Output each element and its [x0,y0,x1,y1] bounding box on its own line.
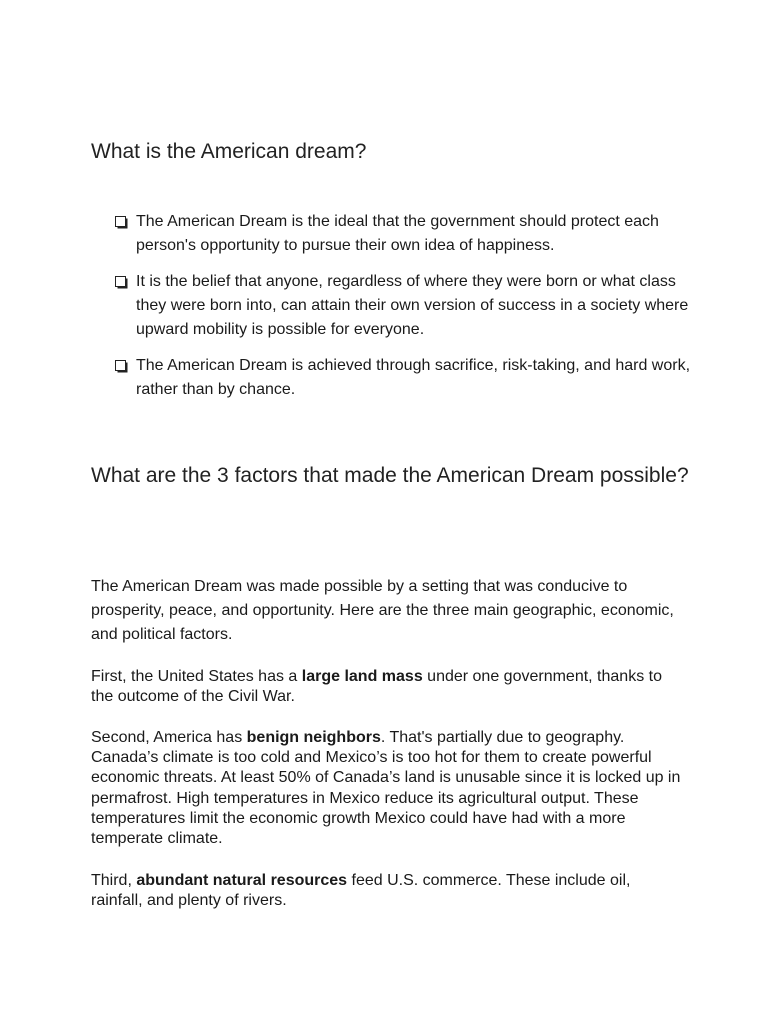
checkbox-bullet-icon [115,216,126,227]
bullet-list [112,210,692,414]
checkbox-bullet-icon [115,276,126,287]
third-bold-term: abundant natural resources [136,872,348,889]
bullet-item [112,270,692,342]
checkbox-bullet-icon [115,360,126,371]
first-text-before: First, the United States has a [91,668,302,685]
second-text-before: Second, America has [91,729,247,746]
bullet-text: The American Dream is the ideal that the government should protect each person's opportunity to pursue their own idea of happiness. [136,213,659,254]
second-bold-term: benign neighbors [246,729,381,746]
second-text-after: . That's partially due to geography. Canada’s climate is too cold and Mexico’s is too hot for them to create powerful economic threats. At least 50% of Canada’s land is unusable since it is locked up in permafrost. High temperatures in Mexico reduce its agricultural output. These temperatures limit the economic growth Mexico could have had with a more temperate climate. [91,729,681,848]
bullet-item [112,354,692,402]
third-factor-paragraph [91,871,681,911]
heading-three-factors: What are the 3 factors that made the American Dream possible? [91,464,689,487]
intro-paragraph: The American Dream was made possible by a setting that was conducive to prosperity, peace, and opportunity. Here are the three main geographic, economic, and political factors. [91,578,674,643]
bullet-text: It is the belief that anyone, regardless of where they were born or what class they were born into, can attain their own version of success in a society where upward mobility is possible for everyone. [136,273,689,338]
heading-american-dream: What is the American dream? [91,140,367,163]
first-factor-paragraph [91,667,681,707]
third-text-after: feed U.S. commerce. These include oil, rainfall, and plenty of rivers. [91,872,631,909]
bullet-item [112,210,692,258]
first-text-after: under one government, thanks to the outcome of the Civil War. [91,668,662,705]
bullet-text: The American Dream is achieved through sacrifice, risk-taking, and hard work, rather than by chance. [136,357,691,398]
first-bold-term: large land mass [301,668,423,685]
third-text-before: Third, [91,872,137,889]
second-factor-paragraph [91,728,681,849]
